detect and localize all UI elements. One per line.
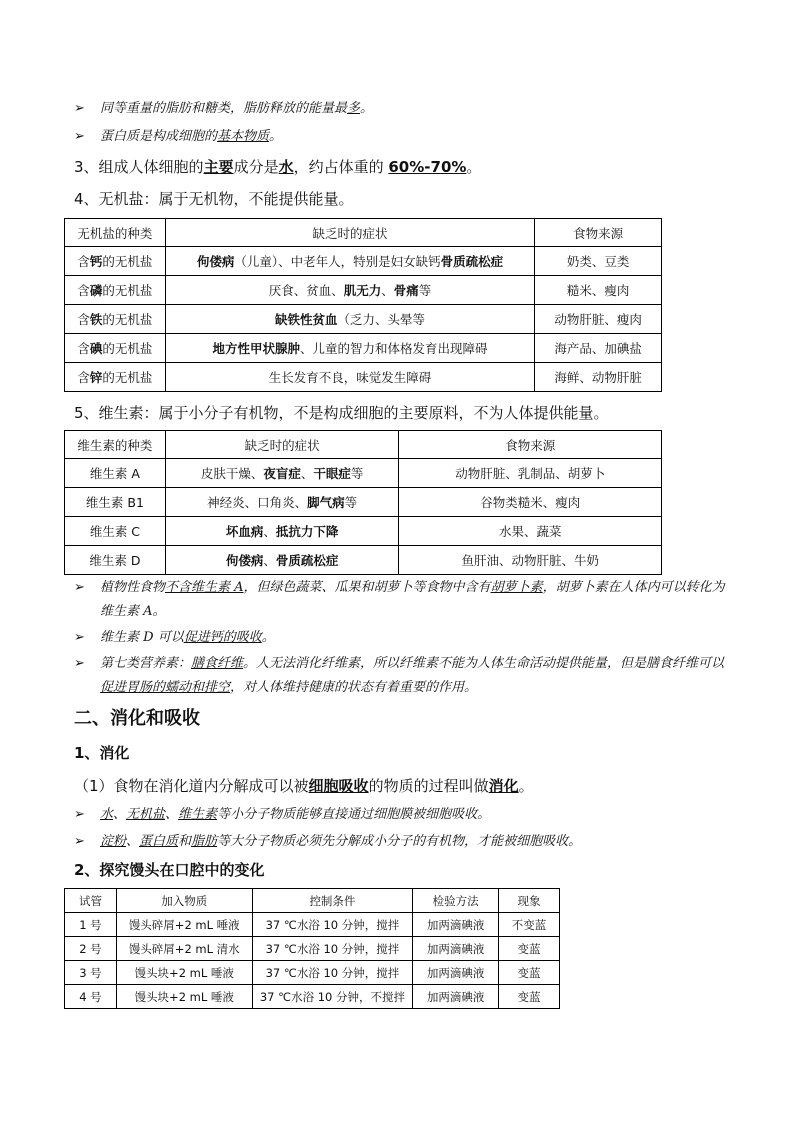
table-cell: 馒头碎屑+2 mL 唾液 [116, 913, 252, 937]
text-run: ，对人体维持健康的状态有着重要的作用。 [230, 680, 478, 695]
underlined-text: 基本物质 [217, 129, 270, 144]
food-source-cell: 鱼肝油、动物肝脏、牛奶 [399, 546, 662, 575]
line-4: 4、无机盐：属于无机物，不能提供能量。 [74, 190, 354, 208]
bullet-item [74, 576, 734, 624]
text-run: 含 [77, 312, 90, 327]
table-row [65, 913, 560, 937]
table-cell: 变蓝 [499, 937, 560, 961]
text-run: 等大分子物质必须先分解成小分子的有机物，才能被细胞吸收。 [217, 834, 582, 849]
arrow-bullet-icon: ➢ [74, 580, 85, 595]
table-cell: 3 号 [65, 961, 117, 985]
text-run: 的无机盐 [102, 341, 153, 356]
mineral-type-cell [65, 276, 166, 305]
bullet-item [74, 626, 734, 650]
table-cell: 加两滴碘液 [413, 961, 499, 985]
underlined-text: 胡萝卜素 [490, 580, 543, 595]
bold-text: 佝偻病 [196, 254, 235, 269]
table-cell: 37 ℃水浴 10 分钟，搅拌 [252, 913, 413, 937]
text-run: 维生素 D 可以 [100, 630, 184, 645]
table-cell: 变蓝 [499, 985, 560, 1009]
bold-text: 脚气病 [307, 495, 345, 510]
col-header: 无机盐的种类 [65, 219, 166, 247]
text-run: ，胡萝卜素在人体内可以转化为维生素 A。 [100, 580, 725, 619]
bold-text: 肌无力 [343, 283, 382, 298]
bullet-item [74, 652, 734, 700]
bold-text: 地方性甲状腺肿 [212, 341, 300, 356]
bold-text: 磷 [89, 283, 103, 298]
table-row [65, 247, 662, 276]
symptom-cell [165, 546, 399, 575]
text-run: 、儿童的智力和体格发育出现障碍 [299, 341, 488, 356]
text-run: 含 [77, 254, 90, 269]
digest-paragraph: （1）食物在消化道内分解成可以被细胞吸收的物质的过程叫做消化。 [74, 777, 534, 795]
symptom-cell [165, 363, 534, 392]
text-run: 的无机盐 [102, 370, 153, 385]
text-run: 的无机盐 [102, 312, 153, 327]
col-header: 现象 [499, 889, 560, 913]
underlined-text: 膳食纤维 [191, 656, 244, 671]
mineral-table [64, 218, 662, 392]
text-run: 同等重量的脂肪和糖类，脂肪释放的能量最 [100, 101, 348, 116]
mineral-type-cell [65, 247, 166, 276]
bullet-item [74, 125, 734, 149]
table-cell: 加两滴碘液 [413, 985, 499, 1009]
underlined-text: 脂肪 [191, 834, 218, 849]
text-run: 、 [126, 834, 140, 849]
table-row [65, 276, 662, 305]
food-source-cell: 谷物类糙米、瘦肉 [399, 488, 662, 517]
symptom-cell [165, 305, 534, 334]
underlined-text: 水 [100, 807, 114, 822]
table-cell: 37 ℃水浴 10 分钟，不搅拌 [252, 985, 413, 1009]
text-run: 蛋白质是构成细胞的 [100, 129, 218, 144]
food-source-cell: 糙米、瘦肉 [535, 276, 662, 305]
text-run: 含 [77, 283, 90, 298]
col-header: 试管 [65, 889, 117, 913]
table-cell: 37 ℃水浴 10 分钟，搅拌 [252, 961, 413, 985]
text-run: 含 [77, 341, 90, 356]
bold-text: 夜盲症 [263, 466, 301, 481]
arrow-bullet-icon: ➢ [74, 101, 85, 116]
bullet-item [74, 830, 734, 854]
text-run: 、 [113, 807, 127, 822]
food-source-cell: 动物肝脏、瘦肉 [535, 305, 662, 334]
bold-text: 骨痛 [393, 283, 419, 298]
table-row [65, 517, 662, 546]
underlined-text: 促进钙的吸收 [183, 630, 262, 645]
table-row [65, 488, 662, 517]
table-cell: 加两滴碘液 [413, 913, 499, 937]
table-header-row [65, 431, 662, 459]
text-run: 。 [360, 101, 374, 116]
bold-text: 锌 [89, 370, 103, 385]
symptom-cell [165, 276, 534, 305]
text-run: 、 [165, 807, 179, 822]
table-row [65, 546, 662, 575]
underlined-text: 不含维生素 A [165, 580, 244, 595]
text-run: 生长发育不良，味觉发生障碍 [268, 370, 432, 385]
arrow-bullet-icon: ➢ [74, 834, 85, 849]
vitamin-table [64, 430, 662, 575]
text-run: 、 [263, 524, 276, 539]
col-header: 控制条件 [252, 889, 413, 913]
table-cell: 馒头块+2 mL 唾液 [116, 985, 252, 1009]
mineral-type-cell [65, 305, 166, 334]
symptom-cell [165, 459, 399, 488]
col-header: 缺乏时的症状 [165, 431, 399, 459]
text-run: 、 [300, 466, 314, 481]
digest-bullets [74, 803, 734, 854]
food-source-cell: 海鲜、动物肝脏 [535, 363, 662, 392]
col-header: 食物来源 [535, 219, 662, 247]
table-cell: 馒头碎屑+2 mL 清水 [116, 937, 252, 961]
text-run: 和 [178, 834, 192, 849]
text-run: 等小分子物质能够直接通过细胞膜被细胞吸收。 [217, 807, 491, 822]
table-row [65, 305, 662, 334]
table-cell: 不变蓝 [499, 913, 560, 937]
col-header: 食物来源 [399, 431, 662, 459]
bold-text: 钙 [89, 254, 103, 269]
table-cell: 4 号 [65, 985, 117, 1009]
text-run: （乏力、头晕等 [337, 312, 425, 327]
vitamin-type-cell: 维生素 D [65, 546, 166, 575]
underlined-text: 蛋白质 [139, 834, 179, 849]
mineral-type-cell [65, 363, 166, 392]
underlined-text: 维生素 [178, 807, 218, 822]
symptom-cell [165, 488, 399, 517]
table-cell: 馒头块+2 mL 唾液 [116, 961, 252, 985]
arrow-bullet-icon: ➢ [74, 807, 85, 822]
underlined-text: 淀粉 [100, 834, 127, 849]
text-run: 。人无法消化纤维素，所以纤维素不能为人体生命活动提供能量，但是膳食纤维可以 [243, 656, 725, 671]
bold-text: 坏血病 [225, 524, 264, 539]
bold-text: 铁 [89, 312, 103, 327]
line-3: 3、组成人体细胞的主要成分是水，约占体重的 60%-70%。 [74, 158, 482, 176]
text-run: 等 [344, 495, 358, 510]
bold-text: 碘 [89, 341, 103, 356]
line-5: 5、维生素：属于小分子有机物，不是构成细胞的主要原料，不为人体提供能量。 [74, 404, 609, 422]
subsection-title: 2、探究馒头在口腔中的变化 [74, 861, 265, 879]
table-cell: 37 ℃水浴 10 分钟，搅拌 [252, 937, 413, 961]
food-source-cell: 动物肝脏、乳制品、胡萝卜 [399, 459, 662, 488]
symptom-cell [165, 334, 534, 363]
text-run: 、 [263, 553, 276, 568]
text-run: 含 [77, 370, 90, 385]
col-header: 维生素的种类 [65, 431, 166, 459]
table-row [65, 334, 662, 363]
table-row [65, 459, 662, 488]
col-header: 加入物质 [116, 889, 252, 913]
text-run: ，但绿色蔬菜、瓜果和胡萝卜等食物中含有 [243, 580, 491, 595]
section-title: 二、消化和吸收 [74, 708, 200, 729]
bold-text: 骨质疏松症 [440, 254, 504, 269]
text-run: 等 [418, 283, 432, 298]
col-header: 检验方法 [413, 889, 499, 913]
bullet-item [74, 97, 734, 121]
bullet-item [74, 803, 734, 827]
underlined-text: 无机盐 [126, 807, 166, 822]
col-header: 缺乏时的症状 [165, 219, 534, 247]
table-cell: 变蓝 [499, 961, 560, 985]
text-run: 的无机盐 [102, 283, 153, 298]
text-run: 植物性食物 [100, 580, 166, 595]
table-header-row [65, 889, 560, 913]
top-bullets [74, 97, 734, 149]
bold-text: 抵抗力下降 [275, 524, 339, 539]
table-row [65, 985, 560, 1009]
bold-text: 缺铁性贫血 [274, 312, 338, 327]
text-run: 、 [381, 283, 394, 298]
table-header-row [65, 219, 662, 247]
arrow-bullet-icon: ➢ [74, 656, 85, 671]
arrow-bullet-icon: ➢ [74, 129, 85, 144]
table-row [65, 937, 560, 961]
text-run: 等 [350, 466, 364, 481]
table-row [65, 363, 662, 392]
text-run: 厌食、贫血、 [268, 283, 344, 298]
subsection-title: 1、消化 [74, 744, 130, 762]
text-run: （儿童）、中老年人，特别是妇女缺钙 [234, 254, 441, 269]
underlined-text: 多 [347, 101, 361, 116]
symptom-cell [165, 247, 534, 276]
vitamin-bullets [74, 576, 734, 700]
text-run: 。 [261, 630, 275, 645]
vitamin-type-cell: 维生素 B1 [65, 488, 166, 517]
food-source-cell: 水果、蔬菜 [399, 517, 662, 546]
text-run: 的无机盐 [102, 254, 153, 269]
table-cell: 1 号 [65, 913, 117, 937]
experiment-table [64, 888, 560, 1009]
vitamin-type-cell: 维生素 C [65, 517, 166, 546]
text-run: 第七类营养素： [100, 656, 192, 671]
text-run: 皮肤干燥、 [200, 466, 264, 481]
table-row [65, 961, 560, 985]
food-source-cell: 海产品、加碘盐 [535, 334, 662, 363]
table-cell: 加两滴碘液 [413, 937, 499, 961]
vitamin-type-cell: 维生素 A [65, 459, 166, 488]
arrow-bullet-icon: ➢ [74, 630, 85, 645]
bold-text: 干眼症 [313, 466, 351, 481]
bold-text: 骨质疏松症 [275, 553, 339, 568]
mineral-type-cell [65, 334, 166, 363]
underlined-text: 促进胃肠的蠕动和排空 [100, 680, 231, 695]
bold-text: 佝偻病 [225, 553, 264, 568]
symptom-cell [165, 517, 399, 546]
text-run: 。 [269, 129, 283, 144]
text-run: 神经炎、口角炎、 [207, 495, 308, 510]
food-source-cell: 奶类、豆类 [535, 247, 662, 276]
table-cell: 2 号 [65, 937, 117, 961]
